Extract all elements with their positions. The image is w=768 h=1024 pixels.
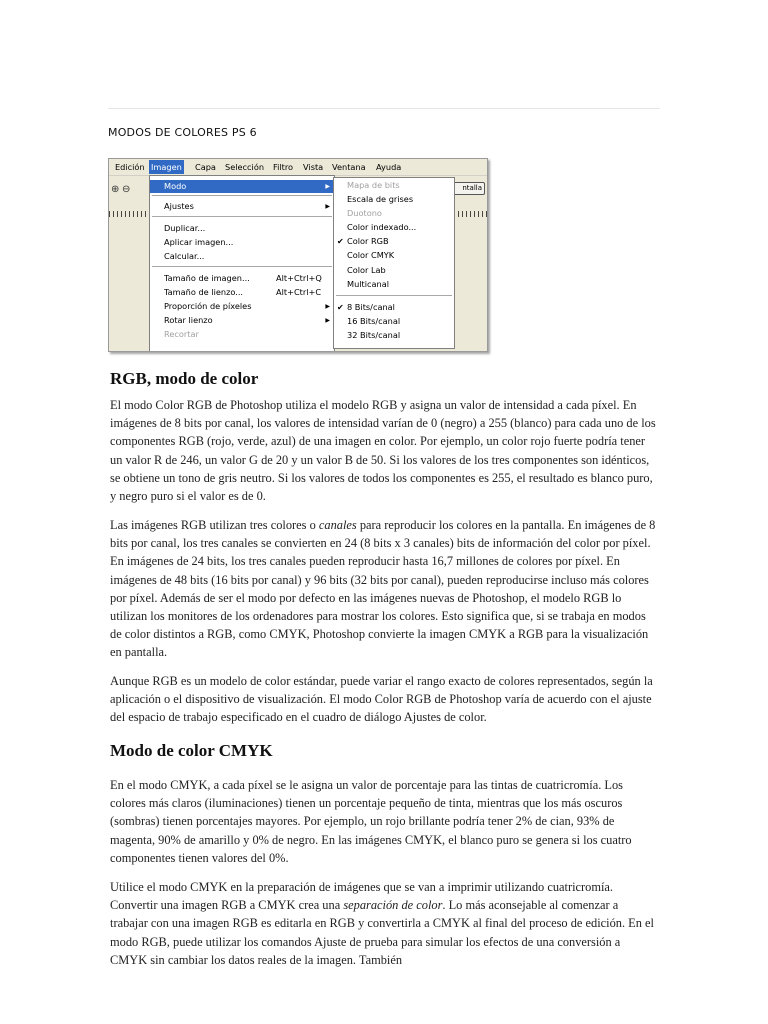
paragraph-emphasis: canales <box>318 518 357 532</box>
menu-item-label: Tamaño de lienzo... <box>164 287 244 297</box>
menu-item-label: Color Lab <box>347 265 386 275</box>
menu-item-duplicar[interactable] <box>150 222 334 235</box>
submenu-item-8-bits[interactable] <box>334 301 454 314</box>
menu-vista[interactable]: Vista <box>303 162 324 172</box>
submenu-arrow-icon: ▶ <box>325 203 330 210</box>
checkmark-icon: ✔ <box>337 237 344 246</box>
submenu-arrow-icon: ▶ <box>325 317 330 324</box>
menu-item-recortar[interactable] <box>150 328 334 341</box>
submenu-arrow-icon: ▶ <box>325 303 330 310</box>
menu-item-label: Duplicar... <box>164 223 206 233</box>
menubar <box>109 159 487 176</box>
menu-item-rotar-lienzo[interactable] <box>150 314 334 327</box>
menu-separator <box>152 266 332 267</box>
submenu-item-escala-grises[interactable] <box>334 193 454 206</box>
menu-capa[interactable]: Capa <box>195 162 216 172</box>
submenu-item-color-cmyk[interactable] <box>334 249 454 262</box>
menu-ventana[interactable]: Ventana <box>332 162 366 172</box>
paragraph: En el modo CMYK, a cada píxel se le asigna un valor de porcentaje para las tintas de cuatricromía. Los colores más claros (iluminaciones) tienen un porcentaje pequeño de tinta, mientras que los más oscuros (sombras) tienen porcentajes mayores. Por ejemplo, un rojo brillante podría tener 2% de cian, 93% de magenta, 90% de amarillo y 0% de negro. En las imágenes CMYK, el blanco puro se genera si los cuatro componentes tienen valores del 0%. <box>110 778 632 865</box>
paragraph <box>110 878 658 969</box>
submenu-item-color-indexado[interactable] <box>334 221 454 234</box>
paragraph-emphasis: separación de color <box>343 898 443 913</box>
menu-filtro[interactable]: Filtro <box>273 162 294 172</box>
menu-item-ajustes[interactable] <box>150 200 334 213</box>
submenu-arrow-icon: ▶ <box>325 183 330 190</box>
menu-item-label: Modo <box>164 181 187 191</box>
paragraph: El modo Color RGB de Photoshop utiliza el modelo RGB y asigna un valor de intensidad a cada píxel. En imágenes de 8 bits por canal, los valores de intensidad varían de 0 (negro) a 255 (blanco) para cada uno de los componentes RGB (rojo, verde, azul) de una imagen en color. Por ejemplo, un color rojo fuerte podría tener un valor R de 246, un valor G de 20 y un valor B de 50. Si los valores de los tres componentes son idénticos, se obtiene un tono de gris neutro. Si los valores de todos los componentes es 255, el resultado es blanco puro, y negro puro si el valor es de 0. <box>110 398 656 504</box>
submenu-item-mapa-de-bits[interactable] <box>334 179 454 192</box>
zoom-in-icon[interactable]: ⊕ <box>111 184 120 195</box>
modo-submenu <box>333 177 455 349</box>
menu-item-label: Proporción de píxeles <box>164 301 252 311</box>
menu-item-shortcut: Alt+Ctrl+C <box>276 287 322 297</box>
zoom-out-icon[interactable]: ⊖ <box>122 184 131 195</box>
checkmark-icon: ✔ <box>337 303 344 312</box>
submenu-item-16-bits[interactable] <box>334 315 454 328</box>
menu-ayuda[interactable]: Ayuda <box>376 162 402 172</box>
menu-item-label: 32 Bits/canal <box>347 330 401 340</box>
menu-separator <box>152 216 332 217</box>
submenu-item-32-bits[interactable] <box>334 329 454 342</box>
section-heading-cmyk: Modo de color CMYK <box>110 741 273 760</box>
submenu-item-multicanal[interactable] <box>334 278 454 291</box>
submenu-item-duotono[interactable] <box>334 207 454 220</box>
menu-item-calcular[interactable] <box>150 250 334 263</box>
menu-imagen[interactable]: Imagen <box>151 162 182 172</box>
photoshop-menu-screenshot <box>108 158 488 352</box>
menu-item-label: Ajustes <box>164 201 194 211</box>
paragraph-text: para reproducir los colores en la pantalla. En imágenes de 8 bits por canal, los tres canales se convierten en 24 (8 bits x 3 canales) bits de información del color por píxel. En imágenes de 24 bits, los tres canales pueden reproducir hasta 16,7 millones de colores por píxel. En imágenes de 48 bits (16 bits por canal) y 96 bits (32 bits por canal), pueden reproducirse incluso más colores por píxel. Además de ser el modo por defecto en las imágenes nuevas de Photoshop, el modelo RGB lo utilizan los monitores de los ordenadores para mostrar los colores. Esto significa que, si se trabaja en modos de color distintos a RGB, como CMYK, Photoshop convierte la imagen CMYK a RGB para la visualización en pantalla. <box>110 518 656 660</box>
menu-item-label: 16 Bits/canal <box>347 316 401 326</box>
paragraph-text: Las imágenes RGB utilizan tres colores o <box>110 518 319 532</box>
submenu-item-color-rgb[interactable] <box>334 235 454 248</box>
menu-item-label: Color CMYK <box>347 250 395 260</box>
document-title: MODOS DE COLORES PS 6 <box>108 126 257 139</box>
pantalla-button[interactable]: ntalla <box>451 182 485 195</box>
menu-item-label: Duotono <box>347 208 382 218</box>
menu-item-shortcut: Alt+Ctrl+Q <box>276 273 322 283</box>
menu-item-label: Tamaño de imagen... <box>164 273 250 283</box>
imagen-menu <box>149 175 335 352</box>
menu-separator <box>336 295 452 296</box>
menu-item-label: Mapa de bits <box>347 180 400 190</box>
menu-item-aplicar-imagen[interactable] <box>150 236 334 249</box>
menu-item-proporcion-pixeles[interactable] <box>150 300 334 313</box>
menu-item-label: Multicanal <box>347 279 390 289</box>
paragraph: Aunque RGB es un modelo de color estándar, puede variar el rango exacto de colores representados, según la aplicación o el dispositivo de visualización. El modo Color RGB de Photoshop varía de acuerdo con el ajuste del espacio de trabajo especificado en el cuadro de diálogo Ajustes de color. <box>110 674 653 725</box>
menu-item-label: Escala de grises <box>347 194 414 204</box>
menu-item-tamano-imagen[interactable] <box>150 272 334 285</box>
menu-item-label: Calcular... <box>164 251 205 261</box>
menu-item-label: Color RGB <box>347 236 389 246</box>
menu-item-label: 8 Bits/canal <box>347 302 395 312</box>
menu-item-label: Rotar lienzo <box>164 315 213 325</box>
menu-item-label: Aplicar imagen... <box>164 237 234 247</box>
menu-seleccion[interactable]: Selección <box>225 162 265 172</box>
menu-edicion[interactable]: Edición <box>115 162 145 172</box>
menu-item-modo[interactable] <box>150 180 334 193</box>
top-divider <box>108 108 660 109</box>
menu-item-label: Recortar <box>164 329 199 339</box>
menu-item-label: Color indexado... <box>347 222 417 232</box>
ruler-left <box>109 211 149 217</box>
submenu-item-color-lab[interactable] <box>334 264 454 277</box>
menu-separator <box>152 195 332 196</box>
paragraph <box>110 516 658 662</box>
ruler-right <box>454 211 487 217</box>
paragraph-text: Utilice el modo CMYK en la preparación de imágenes que se van a imprimir utilizando cuatricromía. Convertir una imagen RGB a CMYK crea una <box>110 880 614 913</box>
paragraph-text: . Lo más aconsejable al comenzar a trabajar con una imagen RGB es editarla en RGB y convertirla a CMYK al final del proceso de edición. En el modo RGB, puede utilizar los comandos Ajuste de prueba para simular los efectos de una conversión a CMYK sin cambiar los datos reales de la imagen. También <box>110 898 654 967</box>
section-heading-rgb: RGB, modo de color <box>110 369 259 388</box>
menu-item-tamano-lienzo[interactable] <box>150 286 334 299</box>
